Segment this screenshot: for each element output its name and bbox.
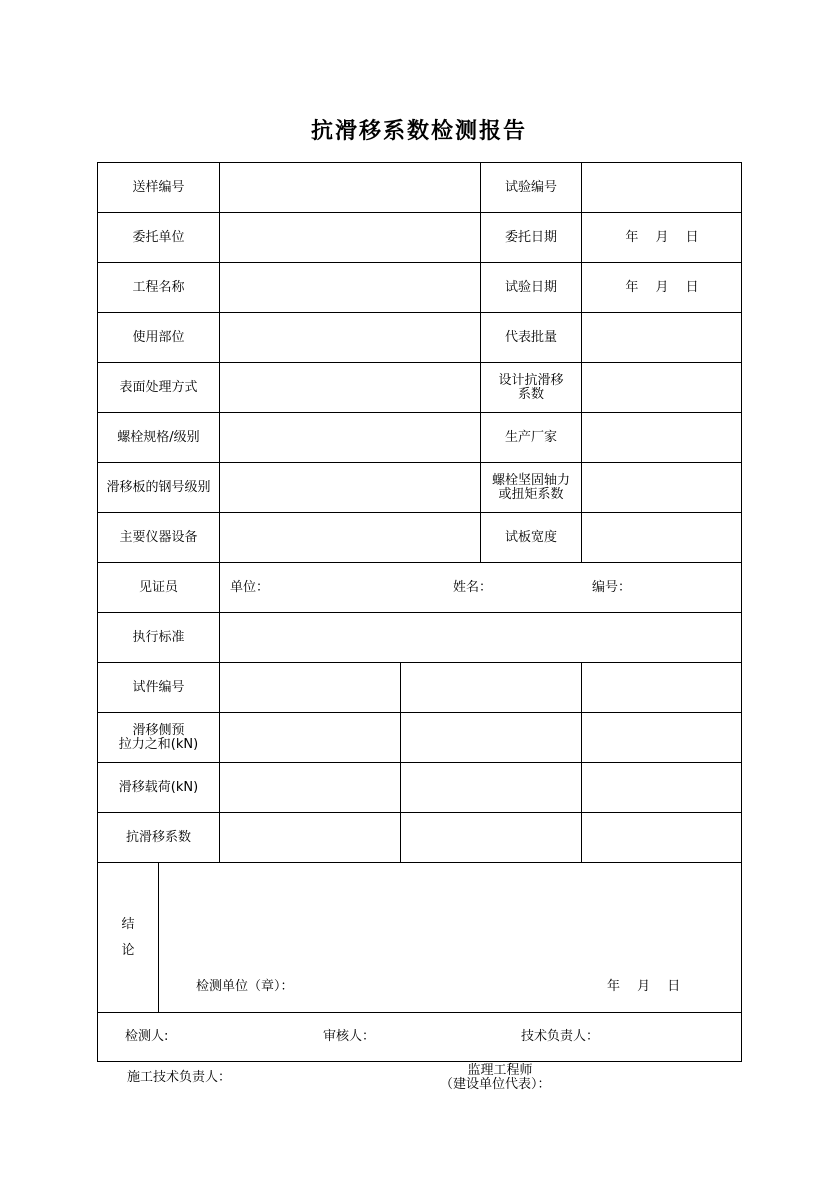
pretension-1[interactable] (220, 713, 401, 763)
report-form (97, 162, 742, 1062)
design-coef-field[interactable] (582, 363, 742, 413)
test-date-label: 试验日期 (481, 263, 582, 313)
pretension-line1: 滑移侧预 (132, 722, 185, 738)
test-no-field[interactable] (582, 163, 742, 213)
steel-grade-label: 滑移板的钢号级别 (98, 463, 220, 513)
pretension-label (98, 713, 220, 763)
specimen-no-1[interactable] (220, 663, 401, 713)
batch-label: 代表批量 (481, 313, 582, 363)
slip-coef-2[interactable] (401, 813, 582, 863)
witness-no: 编号： (592, 580, 632, 595)
construction-lead-label: 施工技术负责人： (127, 1070, 232, 1085)
project-name-field[interactable] (220, 263, 481, 313)
equipment-field[interactable] (220, 513, 481, 563)
project-name-label: 工程名称 (98, 263, 220, 313)
commission-date-field[interactable]: 年 月 日 (582, 213, 742, 263)
slip-load-3[interactable] (582, 763, 742, 813)
design-coef-label (481, 363, 582, 413)
pretension-2[interactable] (401, 713, 582, 763)
slip-coef-label: 抗滑移系数 (98, 813, 220, 863)
axial-force-line2: 或扭矩系数 (498, 486, 564, 502)
reviewer-label: 审核人： (323, 1029, 376, 1044)
standard-field[interactable] (220, 613, 742, 663)
client-label: 委托单位 (98, 213, 220, 263)
axial-force-field[interactable] (582, 463, 742, 513)
conclusion-char2: 论 (121, 942, 135, 958)
bolt-spec-field[interactable] (220, 413, 481, 463)
page-title: 抗滑移系数检测报告 (310, 119, 527, 144)
plate-width-label: 试板宽度 (481, 513, 582, 563)
steel-grade-field[interactable] (220, 463, 481, 513)
location-field[interactable] (220, 313, 481, 363)
design-coef-line2: 系数 (517, 386, 544, 402)
bolt-spec-label: 螺栓规格/级别 (98, 413, 220, 463)
design-coef-line1: 设计抗滑移 (498, 372, 564, 388)
pretension-3[interactable] (582, 713, 742, 763)
test-date-field[interactable]: 年 月 日 (582, 263, 742, 313)
conclusion-label (98, 863, 159, 1013)
witness-name: 姓名： (453, 580, 493, 595)
surface-field[interactable] (220, 363, 481, 413)
standard-label: 执行标准 (98, 613, 220, 663)
manufacturer-label: 生产厂家 (481, 413, 582, 463)
equipment-label: 主要仪器设备 (98, 513, 220, 563)
witness-label: 见证员 (98, 563, 220, 613)
conclusion-char1: 结 (121, 916, 135, 932)
specimen-no-3[interactable] (582, 663, 742, 713)
commission-date-label: 委托日期 (481, 213, 582, 263)
batch-field[interactable] (582, 313, 742, 363)
manufacturer-field[interactable] (582, 413, 742, 463)
supervisor-line2: （建设单位代表）： (440, 1077, 551, 1092)
conclusion-date: 年 月 日 (607, 979, 681, 994)
slip-load-1[interactable] (220, 763, 401, 813)
tester-label: 检测人: (125, 1029, 169, 1044)
slip-coef-1[interactable] (220, 813, 401, 863)
slip-load-label: 滑移载荷(kN) (98, 763, 220, 813)
pretension-line2: 拉力之和(kN) (118, 736, 199, 752)
supervisor-line1: 监理工程师 (467, 1063, 533, 1078)
conclusion-field[interactable] (159, 863, 742, 1013)
slip-coef-3[interactable] (582, 813, 742, 863)
test-no-label: 试验编号 (481, 163, 582, 213)
slip-load-2[interactable] (401, 763, 582, 813)
sample-no-label: 送样编号 (98, 163, 220, 213)
tech-lead-label: 技术负责人： (521, 1029, 600, 1044)
specimen-no-2[interactable] (401, 663, 582, 713)
witness-unit: 单位： (230, 580, 270, 595)
axial-force-label (481, 463, 582, 513)
client-field[interactable] (220, 213, 481, 263)
axial-force-line1: 螺栓坚固轴力 (491, 472, 570, 488)
location-label: 使用部位 (98, 313, 220, 363)
witness-field[interactable] (220, 563, 742, 613)
signature-row (98, 1013, 742, 1062)
test-unit-stamp: 检测单位（章）： (196, 979, 294, 994)
specimen-no-label: 试件编号 (98, 663, 220, 713)
surface-label: 表面处理方式 (98, 363, 220, 413)
sample-no-field[interactable] (220, 163, 481, 213)
plate-width-field[interactable] (582, 513, 742, 563)
